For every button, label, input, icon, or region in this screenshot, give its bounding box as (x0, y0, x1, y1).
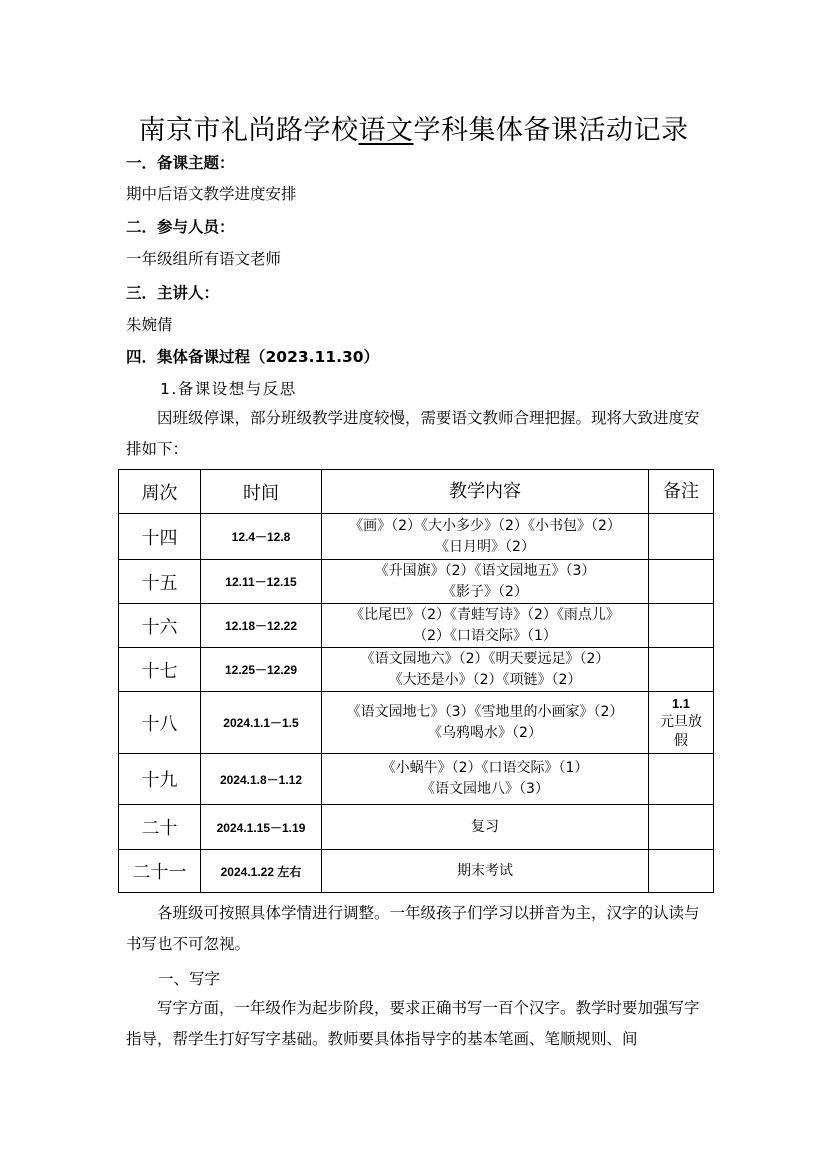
note-cell (649, 754, 714, 805)
page-title (0, 108, 827, 147)
content-cell (322, 692, 649, 754)
content-cell (322, 648, 649, 692)
note-line-1: 1.1 (671, 696, 691, 711)
week-cell: 十七 (119, 648, 201, 692)
table-row (119, 754, 714, 805)
note-line-2: 元旦放假 (660, 714, 702, 749)
table-row (119, 514, 714, 560)
note-cell (649, 648, 714, 692)
note-cell (649, 692, 714, 754)
intro-paragraph: 因班级停课，部分班级教学进度较慢，需要语文教师合理把握。现将大致进度安排如下： (126, 409, 700, 458)
content-line-2: 《语文园地八》（3） (421, 781, 549, 797)
content-cell (322, 754, 649, 805)
time-cell: 2024.1.15－1.19 (201, 805, 322, 850)
title-school: 南京市礼尚路学校 (138, 115, 359, 146)
content-line-1: 《比尾巴》（2）《青蛙写诗》（2）《雨点儿》 (350, 606, 620, 623)
content-cell (322, 805, 649, 850)
table-row (119, 805, 714, 850)
time-cell: 12.18－12.22 (201, 604, 322, 648)
section-1-content: 期中后语文教学进度安排 (126, 185, 297, 203)
content-line-1: 《画》（2）《大小多少》（2）《小书包》（2） (349, 517, 621, 534)
time-cell: 2024.1.22 左右 (201, 850, 322, 893)
title-record: 学科集体备课活动记录 (413, 115, 689, 146)
week-cell: 十六 (119, 604, 201, 648)
content-cell (322, 514, 649, 560)
week-cell: 十八 (119, 692, 201, 754)
section-4-heading: 四．集体备课过程（2023.11.30） (126, 348, 380, 366)
week-cell: 二十一 (119, 850, 201, 893)
section-3-content: 朱婉倩 (126, 316, 173, 334)
header-time: 时间 (201, 470, 322, 514)
writing-heading: 一、写字 (158, 970, 221, 988)
week-cell: 十四 (119, 514, 201, 560)
table-row (119, 692, 714, 754)
content-line-2: （2）《口语交际》（1） (413, 627, 557, 644)
writing-paragraph: 写字方面，一年级作为起步阶段，要求正确书写一百个汉字。教学时要加强写字指导，帮学生打好写字基础。教师要具体指导字的基本笔画、笔顺规则、间 (126, 999, 700, 1048)
note-cell (649, 805, 714, 850)
content-line-1: 《升国旗》（2）《语文园地五》（3） (374, 562, 596, 579)
title-subject: 语文 (358, 115, 414, 146)
week-cell: 十九 (119, 754, 201, 805)
time-cell: 12.4－12.8 (201, 514, 322, 560)
table-row (119, 560, 714, 604)
table-row (119, 604, 714, 648)
time-cell: 2024.1.1－1.5 (201, 692, 322, 754)
note-cell (649, 604, 714, 648)
section-3-heading: 三．主讲人： (126, 284, 220, 302)
note-cell (649, 850, 714, 893)
header-note: 备注 (649, 470, 714, 514)
content-cell (322, 560, 649, 604)
time-cell: 2024.1.8－1.12 (201, 754, 322, 805)
content-line-1: 《语文园地七》（3）《雪地里的小画家》（2） (346, 703, 624, 720)
header-content: 教学内容 (322, 470, 649, 514)
header-week: 周次 (119, 470, 201, 514)
content-line-1: 期末考试 (457, 862, 513, 879)
content-cell (322, 850, 649, 893)
schedule-table (118, 469, 714, 893)
section-4-subheading: 1.备课设想与反思 (160, 380, 297, 398)
table-row (119, 850, 714, 893)
content-line-2: 《乌鸦喝水》（2） (428, 724, 542, 741)
content-line-1: 《语文园地六》（2）《明天要远足》（2） (360, 650, 610, 667)
note-cell (649, 560, 714, 604)
section-1-heading: 一．备课主题： (126, 154, 235, 172)
content-line-2: 《影子》（2） (442, 583, 528, 600)
time-cell: 12.11－12.15 (201, 560, 322, 604)
time-cell: 12.25－12.29 (201, 648, 322, 692)
content-cell (322, 604, 649, 648)
table-row (119, 648, 714, 692)
content-line-1: 复习 (471, 818, 499, 835)
section-2-content: 一年级组所有语文老师 (126, 250, 282, 268)
content-line-2: 《大还是小》（2）《项链》（2） (388, 671, 582, 688)
section-2-heading: 二．参与人员： (126, 218, 235, 236)
week-cell: 十五 (119, 560, 201, 604)
table-header-row (119, 470, 714, 514)
note-cell (649, 514, 714, 560)
after-table-paragraph: 各班级可按照具体学情进行调整。一年级孩子们学习以拼音为主，汉字的认读与书写也不可忽视。 (126, 904, 700, 953)
content-line-2: 《日月明》（2） (435, 538, 535, 555)
week-cell: 二十 (119, 805, 201, 850)
content-line-1: 《小蜗牛》（2）《口语交际》（1） (381, 760, 589, 776)
